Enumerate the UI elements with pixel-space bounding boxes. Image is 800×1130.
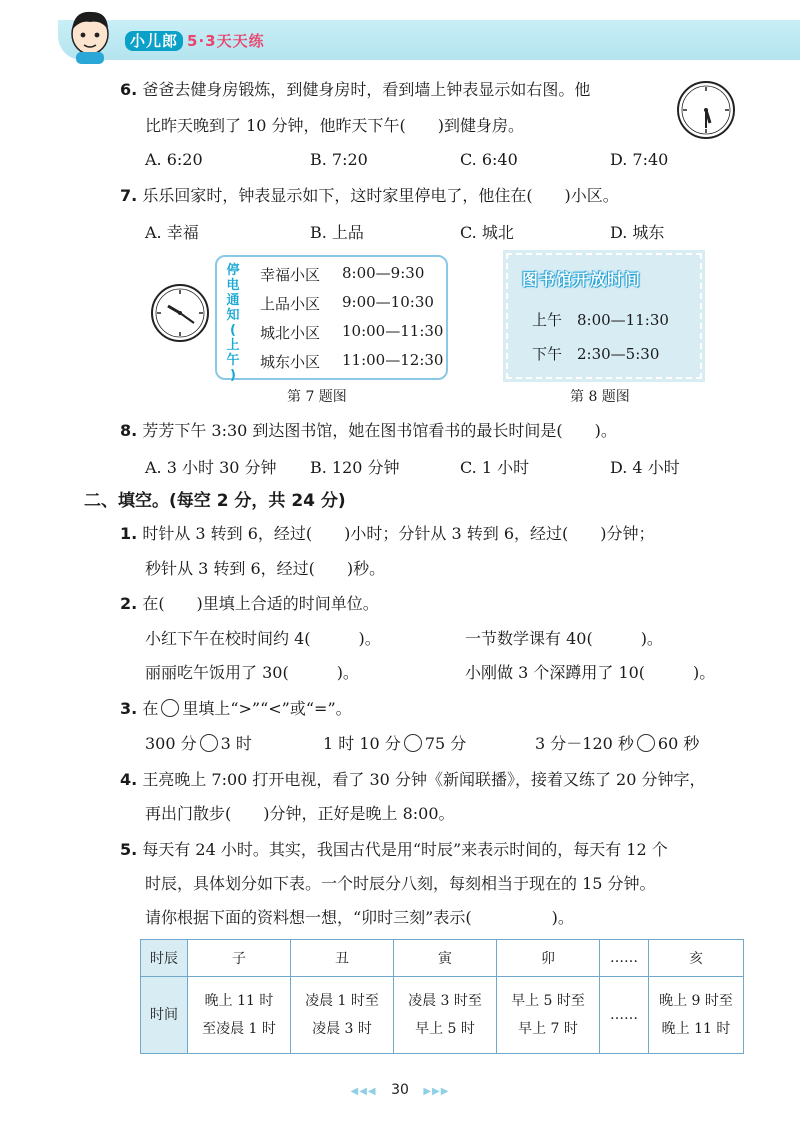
f4-line2: 再出门散步( )分钟，正好是晚上 8:00。 — [145, 804, 455, 823]
q6-option-b[interactable]: B. 7:20 — [310, 150, 368, 169]
table-cell: 寅 — [394, 940, 497, 977]
table-header-cell: 时辰 — [141, 940, 188, 977]
q6-option-a[interactable]: A. 6:20 — [145, 150, 203, 169]
q8-line1: 8. 芳芳下午 3:30 到达图书馆，她在图书馆看书的最长时间是( )。 — [120, 421, 617, 440]
table-cell: 丑 — [291, 940, 394, 977]
library-hours-card — [506, 253, 702, 379]
q8-option-c[interactable]: C. 1 小时 — [460, 458, 530, 477]
notice-row: 上品小区 9:00—10:30 — [260, 293, 434, 313]
f5-line1: 5. 每天有 24 小时。其实，我国古代是用“时辰”来表示时间的，每天有 12 个 — [120, 840, 668, 859]
table-cell: 晚上 9 时至 晚上 11 时 — [649, 977, 744, 1054]
q7-option-a[interactable]: A. 幸福 — [145, 223, 199, 242]
table-cell: 凌晨 3 时至 早上 5 时 — [394, 977, 497, 1054]
library-row: 上午 8:00—11:30 — [532, 311, 669, 329]
f4-line1: 4. 王亮晚上 7:00 打开电视，看了 30 分钟《新闻联播》，接着又练了 20 分钟字， — [120, 770, 706, 789]
table-cell: 晚上 11 时 至凌晨 1 时 — [188, 977, 291, 1054]
table-cell: 凌晨 1 时至 凌晨 3 时 — [291, 977, 394, 1054]
compare-circle-input[interactable] — [404, 734, 422, 752]
q7-option-c[interactable]: C. 城北 — [460, 223, 514, 242]
f2-item-a: 小红下午在校时间约 4( )。 — [145, 629, 381, 648]
q7-option-d[interactable]: D. 城东 — [610, 223, 665, 242]
section2-title: 二、填空。(每空 2 分，共 24 分) — [84, 491, 346, 511]
q6-option-c[interactable]: C. 6:40 — [460, 150, 518, 169]
notice-row: 幸福小区 8:00—9:30 — [260, 264, 425, 284]
table-cell: …… — [600, 940, 649, 977]
f5-line3: 请你根据下面的资料想一想，“卯时三刻”表示( )。 — [145, 908, 574, 927]
clock-q7-icon — [150, 283, 210, 343]
table-cell: 早上 5 时至 早上 7 时 — [497, 977, 600, 1054]
f3-line1: 3. 在 里填上“>”“<”或“=”。 — [120, 699, 352, 718]
circle-blank-icon — [161, 699, 179, 717]
library-title: 图书馆开放时间 — [522, 270, 642, 289]
f3-item: 3 分－120 秒 60 秒 — [535, 734, 700, 753]
header-band — [0, 0, 800, 72]
q8-option-b[interactable]: B. 120 分钟 — [310, 458, 400, 477]
q8-option-d[interactable]: D. 4 小时 — [610, 458, 680, 477]
q7-option-b[interactable]: B. 上品 — [310, 223, 364, 242]
notice-side-label: 停 电 通 知 ( 上 午 ) — [226, 263, 240, 383]
q7-line1: 7. 乐乐回家时，钟表显示如下，这时家里停电了，他住在( )小区。 — [120, 186, 619, 205]
table-cell: 亥 — [649, 940, 744, 977]
f2-item-c: 丽丽吃午饭用了 30( )。 — [145, 663, 359, 682]
f2-line1: 2. 在( )里填上合适的时间单位。 — [120, 594, 379, 613]
clock-q6-icon — [676, 80, 736, 140]
notice-row: 城东小区 11:00—12:30 — [260, 351, 444, 371]
q6-option-d[interactable]: D. 7:40 — [610, 150, 669, 169]
page-number: 30 — [391, 1082, 409, 1098]
power-notice-card — [215, 255, 448, 383]
library-row: 下午 2:30—5:30 — [532, 345, 660, 363]
brand-label: 小儿郎 — [125, 31, 183, 51]
figure7-caption: 第 7 题图 — [287, 389, 347, 405]
f5-line2: 时辰，具体划分如下表。一个时辰分八刻，每刻相当于现在的 15 分钟。 — [145, 874, 656, 893]
figure8-caption: 第 8 题图 — [570, 389, 630, 405]
mascot-icon — [62, 4, 118, 66]
q6-line1: 6. 爸爸去健身房锻炼，到健身房时，看到墙上钟表显示如右图。他 — [120, 80, 591, 99]
notice-row: 城北小区 10:00—11:30 — [260, 322, 444, 342]
q8-option-a[interactable]: A. 3 小时 30 分钟 — [145, 458, 277, 477]
table-cell: 卯 — [497, 940, 600, 977]
table-row — [141, 940, 744, 977]
series-label: 5·3天天练 — [187, 32, 265, 50]
compare-circle-input[interactable] — [637, 734, 655, 752]
f3-item: 1 时 10 分 75 分 — [323, 734, 467, 753]
f2-item-d: 小刚做 3 个深蹲用了 10( )。 — [465, 663, 716, 682]
page-footer — [0, 1082, 800, 1098]
next-arrows-icon: ▶▶▶ — [423, 1086, 450, 1097]
f1-line2: 秒针从 3 转到 6，经过( )秒。 — [145, 559, 386, 578]
shichen-table — [140, 939, 744, 1054]
f2-item-b: 一节数学课有 40( )。 — [465, 629, 663, 648]
table-header-cell: 时间 — [141, 977, 188, 1054]
table-cell: …… — [600, 977, 649, 1054]
compare-circle-input[interactable] — [200, 734, 218, 752]
f1-line1: 1. 时针从 3 转到 6，经过( )小时；分针从 3 转到 6，经过( )分钟； — [120, 524, 655, 543]
table-cell: 子 — [188, 940, 291, 977]
table-row — [141, 977, 744, 1054]
series-title — [125, 30, 265, 51]
f3-item: 300 分 3 时 — [145, 734, 252, 753]
q6-line2: 比昨天晚到了 10 分钟，他昨天下午( )到健身房。 — [145, 116, 525, 135]
prev-arrows-icon: ◀◀◀ — [350, 1086, 377, 1097]
